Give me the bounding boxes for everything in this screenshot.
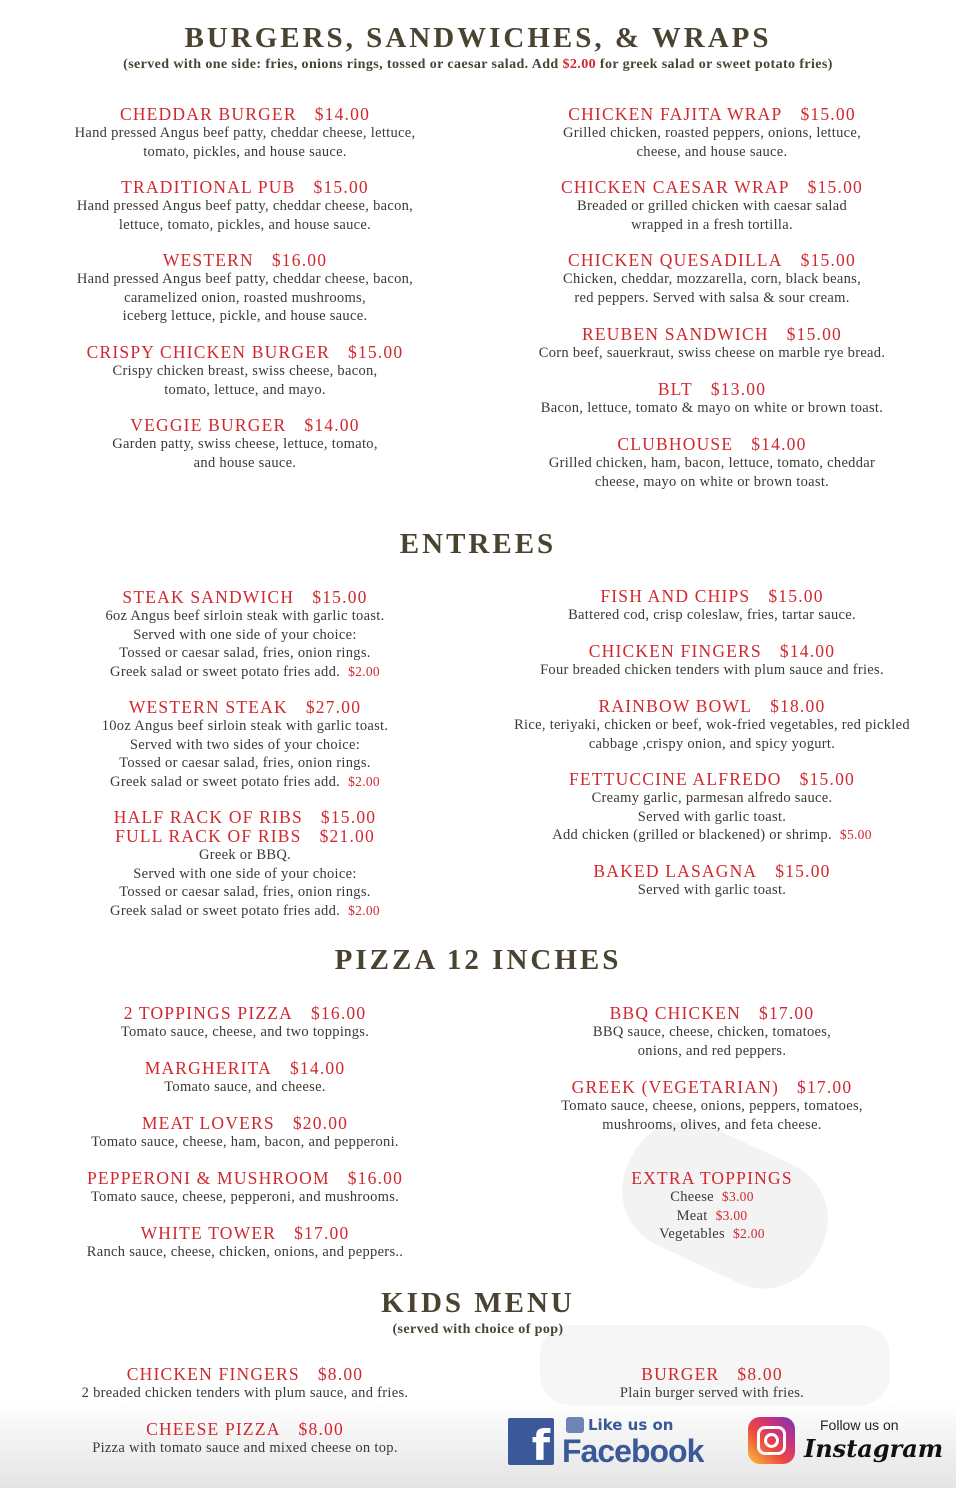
item-name: FISH AND CHIPS (600, 586, 751, 606)
section-heading-kids: KIDS MENU (381, 1287, 575, 1319)
section-heading-pizza: PIZZA 12 INCHES (334, 944, 622, 976)
item-description (25, 1078, 465, 1097)
menu-item-title (25, 1420, 465, 1439)
addon-price: $3.00 (715, 1207, 748, 1223)
item-description (25, 736, 465, 755)
item-description (25, 1023, 465, 1042)
item-name: CHICKEN FINGERS (126, 1364, 300, 1384)
item-name: HALF RACK OF RIBS (113, 807, 303, 827)
item-price: $15.00 (807, 177, 863, 197)
menu-item-title (25, 1004, 465, 1023)
description-text: cheese, mayo on white or brown toast. (594, 473, 830, 490)
description-text: onions, and red peppers. (637, 1042, 787, 1059)
description-text: Corn beef, sauerkraut, swiss cheese on marble rye bread. (538, 345, 886, 361)
description-text: and house sauce. (193, 454, 297, 471)
description-text: Tossed or caesar salad, fries, onion rings. (119, 645, 371, 661)
menu-item (25, 105, 465, 161)
addon-price: $2.00 (732, 1226, 765, 1241)
menu-item-title (492, 380, 932, 399)
item-description (492, 1188, 932, 1207)
addon-price: $3.00 (721, 1189, 754, 1204)
item-description (492, 473, 932, 492)
description-text: Cheese (670, 1189, 714, 1205)
item-description (25, 902, 465, 921)
item-description (492, 289, 932, 308)
description-text: Meat (676, 1207, 708, 1224)
description-text: Tossed or caesar salad, fries, onion rings. (119, 755, 371, 771)
menu-item (492, 178, 932, 234)
item-description (492, 789, 932, 808)
item-description (25, 1133, 465, 1152)
item-price: $8.00 (737, 1364, 783, 1384)
description-text: Greek salad or sweet potato fries add. (110, 773, 341, 790)
menu-item (25, 416, 465, 472)
item-description (492, 881, 932, 900)
description-text: Plain burger served with fries. (619, 1385, 805, 1401)
description-text: Greek salad or sweet potato fries add. (110, 663, 341, 680)
menu-item (25, 808, 465, 920)
menu-item (492, 770, 932, 845)
menu-item (25, 178, 465, 234)
item-name: PEPPERONI & MUSHROOM (86, 1168, 330, 1188)
menu-item (25, 588, 465, 681)
facebook-like-text[interactable]: Like us on (588, 1416, 674, 1434)
item-name: CHICKEN FAJITA WRAP (568, 104, 783, 124)
description-text: Tossed or caesar salad, fries, onion rings. (119, 884, 371, 900)
menu-item-title (492, 770, 932, 789)
item-name: CHICKEN CAESAR WRAP (561, 177, 790, 197)
item-name: VEGGIE BURGER (130, 415, 287, 435)
item-price: $15.00 (768, 586, 824, 606)
menu-item-title (25, 827, 465, 846)
item-price: $20.00 (292, 1113, 349, 1133)
menu-item (25, 1420, 465, 1458)
item-description (492, 1116, 932, 1135)
menu-item (25, 1169, 465, 1207)
item-description (25, 883, 465, 902)
item-description (492, 124, 932, 143)
item-name: BURGER (641, 1364, 720, 1384)
menu-item (492, 1169, 932, 1244)
item-description (25, 607, 465, 626)
menu-item (492, 587, 932, 625)
description-text: Served with garlic toast. (637, 808, 787, 825)
menu-item-title (492, 1004, 932, 1023)
description-text: Hand pressed Angus beef patty, cheddar cheese, bacon, (76, 271, 414, 287)
item-name: BAKED LASAGNA (593, 861, 758, 881)
description-text: Vegetables (659, 1226, 725, 1242)
description-text: Ranch sauce, cheese, chicken, onions, and peppers.. (86, 1244, 404, 1260)
section-subheading-kids: (served with choice of pop) (392, 1322, 564, 1337)
item-price: $27.00 (305, 697, 362, 717)
description-text: Bacon, lettuce, tomato & mayo on white or brown toast. (540, 400, 884, 416)
description-text: Served with one side of your choice: (133, 865, 357, 882)
menu-item (25, 343, 465, 399)
menu-item (492, 251, 932, 307)
item-name: REUBEN SANDWICH (581, 324, 769, 344)
item-price: $8.00 (317, 1364, 364, 1384)
description-text: Hand pressed Angus beef patty, cheddar cheese, bacon, (76, 198, 414, 214)
item-description (25, 454, 465, 473)
item-description (25, 143, 465, 162)
instagram-follow-text[interactable]: Follow us on (820, 1417, 899, 1433)
menu-item (492, 1365, 932, 1403)
item-description (25, 362, 465, 381)
item-description (492, 197, 932, 216)
item-price: $14.00 (779, 641, 836, 661)
menu-item (25, 698, 465, 791)
item-name: BLT (657, 379, 693, 399)
item-description (25, 626, 465, 645)
menu-item-title (25, 698, 465, 717)
item-description (25, 197, 465, 216)
sides-upgrade-price: $2.00 (562, 57, 596, 72)
item-description (492, 344, 932, 363)
item-description (492, 143, 932, 162)
item-description (25, 307, 465, 326)
menu-item (25, 1059, 465, 1097)
description-text: Battered cod, crisp coleslaw, fries, tartar sauce. (568, 607, 856, 623)
thumbs-up-icon (566, 1417, 584, 1433)
menu-item (492, 862, 932, 900)
description-text: cheese, and house sauce. (636, 143, 788, 160)
item-description (25, 1188, 465, 1207)
menu-item-title (492, 251, 932, 270)
item-description (25, 1439, 465, 1458)
item-name: MARGHERITA (144, 1058, 272, 1078)
menu-item-title (25, 588, 465, 607)
item-description (492, 1225, 932, 1244)
item-name: FETTUCCINE ALFREDO (569, 769, 782, 789)
description-text: Greek salad or sweet potato fries add. (110, 902, 341, 919)
instagram-link[interactable]: Instagram (804, 1434, 944, 1463)
item-description (492, 808, 932, 827)
item-price: $18.00 (770, 696, 826, 716)
addon-price: $5.00 (839, 827, 872, 842)
description-text: Hand pressed Angus beef patty, cheddar cheese, lettuce, (74, 125, 416, 141)
item-description (492, 606, 932, 625)
item-price: $15.00 (799, 769, 855, 789)
item-price: $14.00 (304, 415, 360, 435)
item-description (25, 381, 465, 400)
item-name: CHEESE PIZZA (146, 1419, 281, 1439)
description-text: BBQ sauce, cheese, chicken, tomatoes, (592, 1024, 832, 1040)
item-name: MEAT LOVERS (141, 1113, 275, 1133)
description-text: Add chicken (grilled or blackened) or shrimp. (552, 827, 832, 843)
item-description (25, 124, 465, 143)
item-price: $17.00 (294, 1223, 350, 1243)
item-price: $16.00 (347, 1168, 404, 1188)
menu-item (25, 1004, 465, 1042)
instagram-icon[interactable] (748, 1417, 795, 1464)
item-name: CHICKEN QUESADILLA (568, 250, 783, 270)
description-text: caramelized onion, roasted mushrooms, (124, 289, 366, 306)
description-text: Grilled chicken, roasted peppers, onions, lettuce, (562, 125, 862, 141)
item-description (25, 865, 465, 884)
description-text: Pizza with tomato sauce and mixed cheese on top. (92, 1440, 398, 1456)
menu-item-title (25, 1169, 465, 1188)
description-text: Chicken, cheddar, mozzarella, corn, black beans, (562, 271, 862, 287)
addon-price: $2.00 (348, 663, 380, 679)
menu-item-title (492, 862, 932, 881)
item-price: $15.00 (313, 177, 369, 197)
item-price: $15.00 (800, 104, 856, 124)
item-price: $14.00 (751, 434, 807, 454)
item-name: CRISPY CHICKEN BURGER (86, 342, 330, 362)
description-text: Greek or BBQ. (198, 847, 292, 863)
menu-item-title (25, 1114, 465, 1133)
menu-item-title (492, 642, 932, 661)
item-description (492, 735, 932, 754)
sides-note-end: for greek salad or sweet potato fries) (596, 57, 833, 72)
item-name: CHICKEN FINGERS (588, 641, 762, 661)
description-text: Breaded or grilled chicken with caesar salad (576, 198, 848, 214)
menu-item (492, 325, 932, 363)
description-text: wrapped in a fresh tortilla. (631, 216, 793, 233)
item-name: TRADITIONAL PUB (121, 177, 296, 197)
menu-item-title (25, 178, 465, 197)
item-price: $17.00 (797, 1077, 853, 1097)
description-text: Served with one side of your choice: (133, 626, 357, 643)
item-description (492, 661, 932, 680)
item-description (492, 1023, 932, 1042)
item-description (492, 399, 932, 418)
description-text: Tomato sauce, cheese, ham, bacon, and pepperoni. (91, 1134, 399, 1150)
item-name: CHEDDAR BURGER (119, 104, 297, 124)
item-price: $15.00 (775, 861, 831, 881)
facebook-link[interactable]: Facebook (562, 1433, 704, 1469)
item-name: RAINBOW BOWL (598, 696, 753, 716)
item-description (25, 754, 465, 773)
item-description (492, 1207, 932, 1226)
item-price: $15.00 (786, 324, 842, 344)
section-heading-burgers: BURGERS, SANDWICHES, & WRAPS (184, 22, 772, 54)
menu-item-title (25, 808, 465, 827)
menu-item-title (492, 1365, 932, 1384)
item-price: $13.00 (710, 379, 767, 399)
section-heading-entrees: ENTREES (399, 528, 557, 560)
addon-price: $2.00 (348, 773, 380, 789)
menu-item (492, 435, 932, 491)
item-price: $15.00 (348, 342, 404, 362)
item-description (25, 717, 465, 736)
menu-item-title (492, 325, 932, 344)
item-description (25, 1384, 465, 1403)
description-text: Grilled chicken, ham, bacon, lettuce, tomato, cheddar (548, 455, 876, 471)
item-price: $15.00 (312, 587, 368, 607)
item-description (492, 1097, 932, 1116)
item-name: WESTERN STEAK (128, 697, 288, 717)
menu-item-title (492, 1078, 932, 1097)
menu-item (25, 1114, 465, 1152)
description-text: tomato, lettuce, and mayo. (164, 381, 326, 398)
menu-item (492, 380, 932, 418)
item-name: BBQ CHICKEN (609, 1003, 741, 1023)
item-description (492, 716, 932, 735)
item-description (492, 270, 932, 289)
description-text: 2 breaded chicken tenders with plum sauce, and fries. (81, 1385, 409, 1401)
menu-item-title (492, 1169, 932, 1188)
menu-item (492, 697, 932, 753)
section-subheading-burgers (0, 56, 956, 73)
item-description (25, 216, 465, 235)
item-price: $16.00 (310, 1003, 367, 1023)
item-price: $15.00 (320, 807, 377, 827)
description-text: Creamy garlic, parmesan alfredo sauce. (591, 790, 833, 806)
item-price: $8.00 (298, 1419, 344, 1439)
item-description (25, 435, 465, 454)
item-price: $15.00 (800, 250, 856, 270)
item-name: CLUBHOUSE (617, 434, 734, 454)
facebook-icon[interactable]: f (508, 1418, 554, 1465)
description-text: mushrooms, olives, and feta cheese. (602, 1116, 822, 1133)
item-name: GREEK (VEGETARIAN) (571, 1077, 779, 1097)
menu-item-title (25, 1365, 465, 1384)
item-name: WHITE TOWER (140, 1223, 277, 1243)
item-description (492, 826, 932, 845)
menu-item-title (25, 343, 465, 362)
item-description (25, 270, 465, 289)
description-text: Tomato sauce, cheese, pepperoni, and mushrooms. (90, 1189, 400, 1205)
description-text: red peppers. Served with salsa & sour cream. (574, 289, 850, 306)
description-text: Tomato sauce, cheese, onions, peppers, tomatoes, (561, 1098, 863, 1114)
menu-item (492, 105, 932, 161)
item-price: $21.00 (319, 826, 375, 846)
item-description (492, 216, 932, 235)
item-description (492, 1042, 932, 1061)
item-description (492, 454, 932, 473)
description-text: iceberg lettuce, pickle, and house sauce. (122, 308, 368, 324)
description-text: Tomato sauce, cheese, and two toppings. (120, 1024, 370, 1040)
item-price: $16.00 (271, 250, 328, 270)
item-price: $14.00 (314, 104, 371, 124)
menu-item (25, 1365, 465, 1403)
description-text: Four breaded chicken tenders with plum sauce and fries. (540, 662, 884, 678)
item-description (492, 1384, 932, 1403)
description-text: Garden patty, swiss cheese, lettuce, tomato, (112, 436, 378, 452)
item-description (25, 846, 465, 865)
description-text: Served with two sides of your choice: (129, 736, 361, 753)
menu-item-title (25, 251, 465, 270)
item-description (25, 663, 465, 682)
menu-item-title (25, 1224, 465, 1243)
menu-item-title (492, 435, 932, 454)
item-description (25, 644, 465, 663)
menu-item-title (492, 587, 932, 606)
item-name: 2 TOPPINGS PIZZA (123, 1003, 293, 1023)
description-text: cabbage ,crispy onion, and spicy yogurt. (588, 735, 836, 752)
addon-price: $2.00 (348, 902, 380, 918)
menu-item (492, 1004, 932, 1060)
item-price: $14.00 (289, 1058, 346, 1078)
menu-item (25, 1224, 465, 1262)
item-price: $17.00 (759, 1003, 815, 1023)
description-text: 10oz Angus beef sirloin steak with garlic toast. (101, 718, 389, 734)
description-text: Crispy chicken breast, swiss cheese, bacon, (112, 363, 378, 379)
menu-item (25, 251, 465, 326)
item-name: FULL RACK OF RIBS (115, 826, 302, 846)
menu-item-title (492, 105, 932, 124)
menu-item-title (492, 697, 932, 716)
item-name: STEAK SANDWICH (122, 587, 295, 607)
item-description (25, 289, 465, 308)
menu-item (492, 642, 932, 680)
menu-item-title (25, 1059, 465, 1078)
description-text: Rice, teriyaki, chicken or beef, wok-fried vegetables, red pickled (514, 717, 910, 733)
menu-item-title (25, 416, 465, 435)
description-text: 6oz Angus beef sirloin steak with garlic toast. (105, 608, 385, 624)
item-description (25, 773, 465, 792)
sides-note: (served with one side: fries, onions rings, tossed or caesar salad. Add (123, 57, 563, 72)
description-text: lettuce, tomato, pickles, and house sauce. (118, 216, 372, 233)
menu-item-title (25, 105, 465, 124)
item-name: EXTRA TOPPINGS (631, 1168, 793, 1188)
menu-item (492, 1078, 932, 1134)
description-text: Served with garlic toast. (637, 882, 787, 898)
item-name: WESTERN (162, 250, 254, 270)
menu-item-title (492, 178, 932, 197)
item-description (25, 1243, 465, 1262)
description-text: Tomato sauce, and cheese. (164, 1079, 326, 1095)
description-text: tomato, pickles, and house sauce. (143, 143, 347, 160)
